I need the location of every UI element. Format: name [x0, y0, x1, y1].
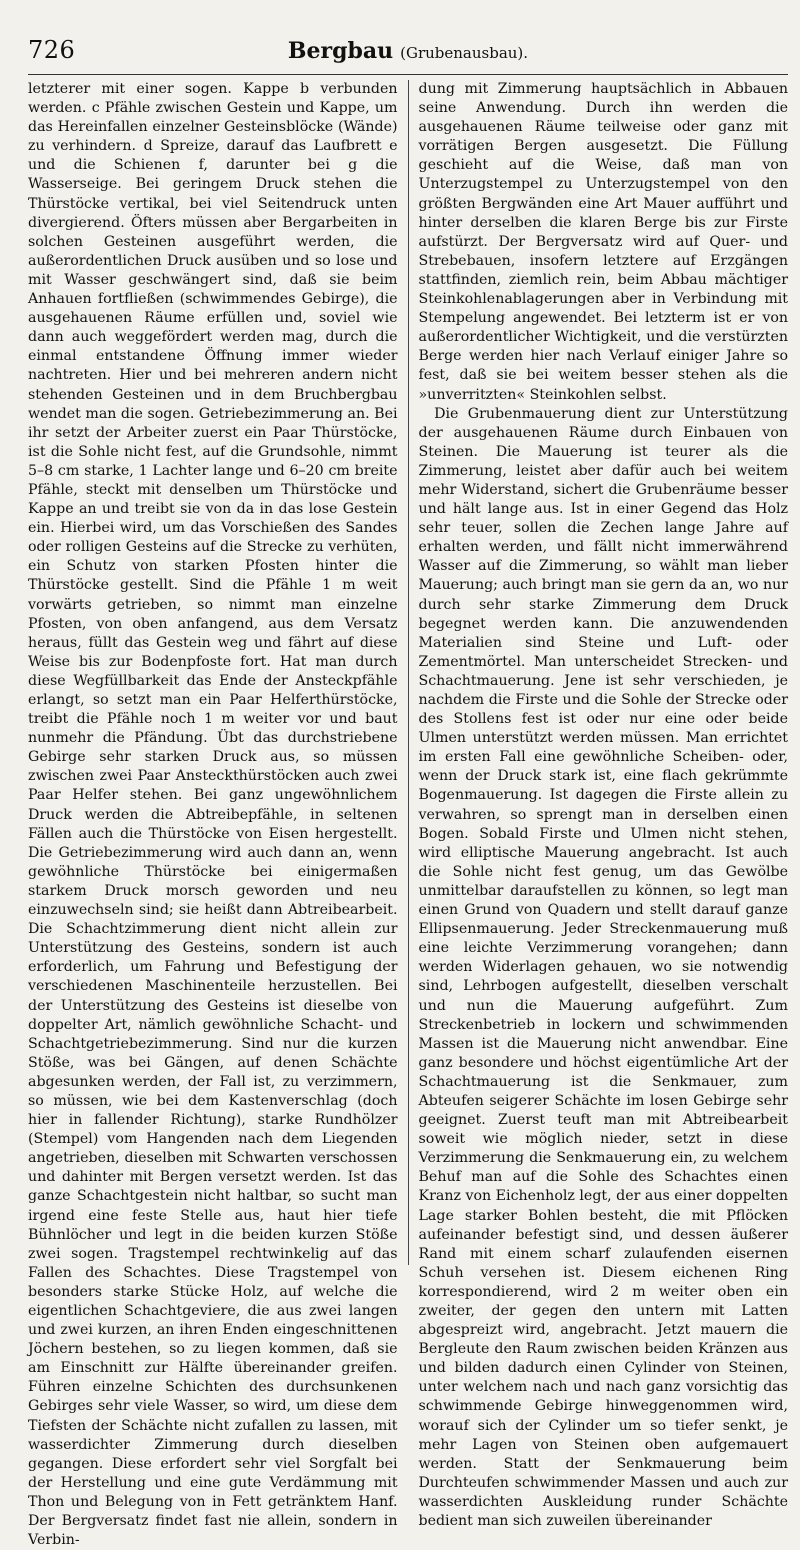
right-column — [418, 80, 789, 1530]
header-rule — [28, 74, 788, 75]
paragraph: letzterer mit einer sogen. Kappe b verbunden werden. c Pfähle zwischen Gestein und Kappe, um das Hereinfallen einzelner Gesteinsblöcke (Wände) zu verhindern. d Spreize, darauf das Laufbrett e und die Schienen f, darunter bei g die Wasserseige. Bei geringem Druck stehen die Thürstöcke vertikal, bei viel Seitendruck unten divergierend. Öfters müssen aber Bergarbeiten in solchen Gesteinen ausgeführt werden, die außerordentlichen Druck ausüben und so lose und mit Wasser geschwängert sind, daß sie beim Anhauen fortfließen (schwimmendes Gebirge), die ausgehauenen Räume erfüllen und, soviel wie dann auch weggefördert werden mag, durch die einmal entstandene Öffnung immer wieder nachtreten. Hier und bei mehreren andern nicht stehenden Gesteinen und in dem Bruchbergbau wendet man die sogen. Getriebezimmerung an. Bei ihr setzt der Arbeiter zuerst ein Paar Thürstöcke, ist die Sohle nicht fest, auf die Grundsohle, nimmt 5–8 cm starke, 1 Lachter lange und 6–20 cm breite Pfähle, steckt mit denselben um Thürstöcke und Kappe an und treibt sie von da in das lose Gestein ein. Hierbei wird, um das Vorschießen des Sandes oder rolligen Gesteins auf die Strecke zu verhüten, ein Schutz von starken Pfosten hinter die Thürstöcke gestellt. Sind die Pfähle 1 m weit vorwärts getrieben, so nimmt man einzelne Pfosten, von oben anfangend, aus dem Versatz heraus, füllt das Gestein weg und fährt auf diese Weise bis zur Bodenpfoste fort. Hat man durch diese Wegfüllbarkeit das Ende der Ansteckpfähle erlangt, so setzt man ein Paar Helferthürstöcke, treibt die Pfähle noch 1 m weiter vor und baut nunmehr die Pfändung. Übt das durchstriebene Gebirge sehr starken Druck aus, so müssen zwischen zwei Paar Ansteckthürstöcken auch zwei Paar Helfer stehen. Bei ganz ungewöhnlichem Druck werden die Abtreibepfähle, in seltenen Fällen auch die Thürstöcke von Eisen hergestellt. Die Getriebezimmerung wird auch dann an, wenn gewöhnliche Thürstöcke bei einigermaßen starkem Druck morsch geworden und neu einzuwechseln sind; sie heißt dann Abtreibearbeit. Die Schachtzimmerung dient nicht allein zur Unterstützung des Gesteins, sondern ist auch erforderlich, um Fahrung und Befestigung der verschiedenen Maschinenteile herzustellen. Bei der Unterstützung des Gesteins ist dieselbe von doppelter Art, nämlich gewöhnliche Schacht- und Schachtgetriebezimmerung. Sind nur die kurzen Stöße, was bei Gängen, auf denen Schächte abgesunken werden, der Fall ist, zu verzimmern, so müssen, wie bei dem Kastenverschlag (doch hier in fallender Richtung), starke Rundhölzer (Stempel) vom Hangenden nach dem Liegenden angetrieben, dieselben mit Schwarten verschossen und dahinter mit Bergen versetzt werden. Ist das ganze Schachtgestein nicht haltbar, so sucht man irgend eine feste Stelle aus, haut hier tiefe Bühnlöcher und legt in die beiden kurzen Stöße zwei sogen. Tragstempel rechtwinkelig auf das Fallen des Schachtes. Diese Tragstempel von besonders starke Stücke Holz, auf welche die eigentlichen Schachtgeviere, die aus zwei langen und zwei kurzen, an ihren Enden eingeschnittenen Jöchern bestehen, so zu liegen kommen, daß sie am Einschnitt zur Hälfte übereinander greifen. Führen einzelne Schichten des durchsunkenen Gebirges sehr viele Wasser, so wird, um diese dem Tiefsten der Schächte nicht zufallen zu lassen, mit wasserdichter Zimmerung durch dieselben gegangen. Diese erfordert sehr viel Sorgfalt bei der Herstellung und eine gute Verdämmung mit Thon und Belegung von in Fett getränktem Hanf. Der Bergversatz findet fast nie allein, sondern in Verbin- — [28, 81, 398, 1549]
running-title-main: Bergbau — [287, 38, 394, 64]
page-header — [28, 30, 788, 70]
paragraph: Die Grubenmauerung dient zur Unterstützung der ausgehauenen Räume durch Einbauen von Steinen. Die Mauerung ist teurer als die Zimmerung, leistet aber dafür auch bei weitem mehr Widerstand, sichert die Grubenräume besser und hält lange aus. Ist in einer Gegend das Holz sehr teuer, sollen die Zechen lange Jahre auf erhalten werden, und fällt nicht immerwährend Wasser auf die Zimmerung, so wählt man lieber Mauerung; auch bringt man sie gern da an, wo nur durch sehr starke Zimmerung dem Druck begegnet werden kann. Die anzuwendenden Materialien sind Steine und Luft- oder Zementmörtel. Man unterscheidet Strecken- und Schachtmauerung. Jene ist sehr verschieden, je nachdem die Firste und die Sohle der Strecke oder des Stollens fest ist oder nur eine oder beide Ulmen unterstützt werden müssen. Man errichtet im ersten Fall eine gewöhnliche Scheiben- oder, wenn der Druck stark ist, eine flach gekrümmte Bogenmauerung. Ist dagegen die Firste allein zu verwahren, so sprengt man in derselben einen Bogen. Sobald Firste und Ulmen nicht stehen, wird elliptische Mauerung angebracht. Ist auch die Sohle nicht fest genug, um das Gewölbe unmittelbar daraufstellen zu können, so legt man einen Grund von Quadern und stellt darauf ganze Ellipsenmauerung. Jeder Streckenmauerung muß eine leichte Verzimmerung vorangehen; dann werden Widerlagen gehauen, wo sie notwendig sind, Lehrbogen aufgestellt, dieselben verschalt und nun die Mauerung aufgeführt. Zum Streckenbetrieb in lockern und schwimmenden Massen ist die Mauerung nicht anwendbar. Eine ganz besondere und höchst eigentümliche Art der Schachtmauerung ist die Senkmauer, zum Abteufen seigerer Schächte im losen Gebirge sehr geeignet. Zuerst teuft man mit Abtreibearbeit soweit wie möglich nieder, setzt in diese Verzimmerung die Senkmauerung ein, zu welchem Behuf man auf die Sohle des Schachtes einen Kranz von Eichenholz legt, der aus einer doppelten Lage starker Bohlen besteht, die mit Pflöcken aufeinander befestigt sind, und dessen äußerer Rand mit einem scharf zulaufenden eisernen Schuh versehen ist. Diesem eichenen Ring korrespondierend, wird 2 m weiter oben ein zweiter, der gegen den untern mit Latten abgespreizt wird, angebracht. Jetzt mauern die Bergleute den Raum zwischen beiden Kränzen aus und bilden dadurch einen Cylinder von Steinen, unter welchem nach und nach ganz vorsichtig das schwimmende Gebirge hinweggenommen wird, worauf sich der Cylinder um so tiefer senkt, je mehr Lagen von Steinen oben aufgemauert werden. Statt der Senkmauerung beim Durchteufen schwimmender Massen und auch zur wasserdichten Auskleidung runder Schächte bedient man sich zuweilen übereinander — [418, 405, 789, 1530]
text-columns — [28, 80, 789, 1549]
running-title — [28, 38, 788, 64]
left-column — [28, 80, 398, 1549]
column-rule — [408, 80, 409, 1265]
running-title-sub: (Grubenausbau). — [400, 44, 529, 62]
paragraph: dung mit Zimmerung hauptsächlich in Abbauen seine Anwendung. Durch ihn werden die ausgehauenen Räume teilweise oder ganz mit vorrätigen Bergen ausgesetzt. Die Füllung geschieht auf die Weise, daß man von Unterzugstempel zu Unterzugstempel von den größten Bergwänden eine Art Mauer aufführt und hinter derselben die klaren Berge bis zur Firste aufstürzt. Der Bergversatz wird auf Quer- und Strebebauen, insofern letztere auf Erzgängen stattfinden, ziemlich rein, beim Abbau mächtiger Steinkohlenablagerungen aber in Verbindung mit Stempelung angewendet. Bei letzterm ist er von außerordentlicher Wichtigkeit, und die verstürzten Berge werden hier nach Verlauf einiger Jahre so fest, daß sie bei weitem besser stehen als die »unverritzten« Steinkohlen selbst. — [418, 81, 789, 403]
page-number: 726 — [28, 36, 76, 64]
